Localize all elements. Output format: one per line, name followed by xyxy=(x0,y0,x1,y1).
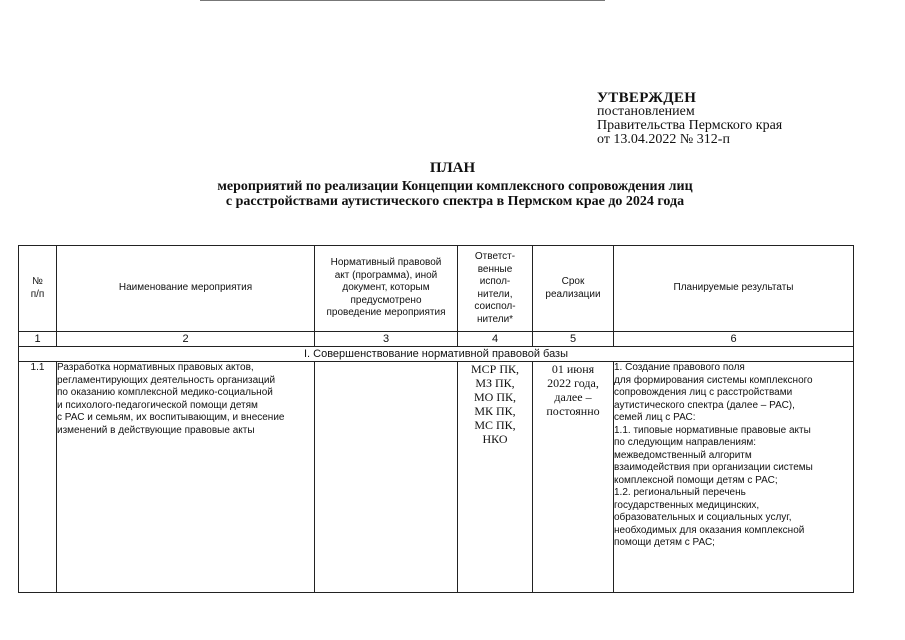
row-act xyxy=(315,362,458,593)
subtitle-line: с расстройствами аутистического спектра в Пермском крае до 2024 года xyxy=(225,194,685,209)
header-row xyxy=(19,246,854,332)
approval-stamp xyxy=(597,91,897,147)
header-responsible: Ответст- венные испол- нители, соиспол- нители* xyxy=(458,246,533,332)
table-row xyxy=(19,362,854,593)
section-row xyxy=(19,347,854,362)
row-responsible: МСР ПК, МЗ ПК, МО ПК, МК ПК, МС ПК, НКО xyxy=(458,362,533,593)
column-number: 3 xyxy=(315,332,458,347)
row-number: 1.1 xyxy=(19,362,57,593)
scan-top-edge xyxy=(200,0,605,1)
row-results: 1. Создание правового поля для формирования системы комплексного сопровождения лиц с расстройствами аутистического спектра (далее – РАС), семей лиц с РАС: 1.1. типовые нормативные правовые акты по следующим направлениям: межведомственный алгоритм взаимодействия при организации системы комплексной помощи детям с РАС; 1.2. региональный перечень государственных медицинских, образовательных и социальных услуг, необходимых для оказания комплексной помощи детям с РАС; xyxy=(614,362,854,593)
document-title: ПЛАН xyxy=(429,160,476,176)
header-term: Срок реализации xyxy=(533,246,614,332)
column-number: 5 xyxy=(533,332,614,347)
header-name: Наименование мероприятия xyxy=(57,246,315,332)
row-term: 01 июня 2022 года, далее – постоянно xyxy=(533,362,614,593)
plan-table xyxy=(18,245,854,593)
subtitle-line: мероприятий по реализации Концепции комплексного сопровождения лиц xyxy=(217,179,693,194)
section-title: I. Совершенствование нормативной правовой базы xyxy=(19,347,854,362)
approval-line-2: Правительства Пермского края xyxy=(597,118,783,133)
row-name: Разработка нормативных правовых актов, регламентирующих деятельность организаций по оказанию комплексной медико-социальной и психолого-педагогической помощи детям с РАС и семьям, их воспитывающим, и внесение изменений в действующие правовые акты xyxy=(57,362,315,593)
column-number: 4 xyxy=(458,332,533,347)
approval-line-1: постановлением xyxy=(597,104,695,119)
header-results: Планируемые результаты xyxy=(614,246,854,332)
header-num: № п/п xyxy=(19,246,57,332)
approval-line-3: от 13.04.2022 № 312-п xyxy=(597,132,730,147)
document-subtitle xyxy=(150,179,760,209)
column-number: 6 xyxy=(614,332,854,347)
column-number: 1 xyxy=(19,332,57,347)
column-number: 2 xyxy=(57,332,315,347)
header-act: Нормативный правовой акт (программа), иной документ, которым предусмотрено проведение мероприятия xyxy=(315,246,458,332)
approval-heading: УТВЕРЖДЕН xyxy=(597,90,697,106)
column-number-row xyxy=(19,332,854,347)
